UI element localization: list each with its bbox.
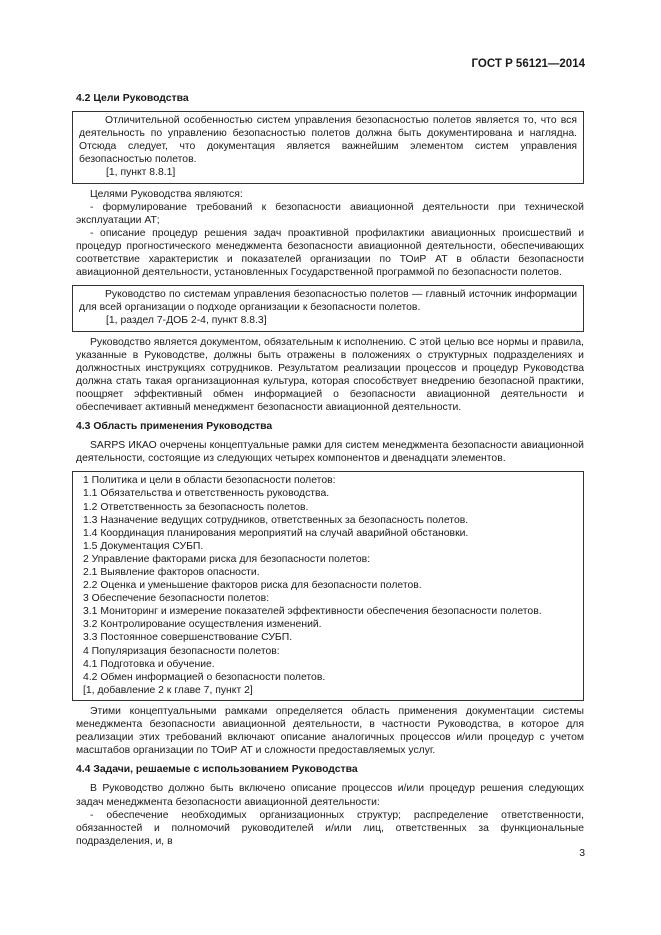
section-4-3-intro: SARPS ИКАО очерчены концептуальные рамки для систем менеджмента безопасности авиационной деятельности, состоящие из следующих четырех компонентов и двенадцати элементов. — [76, 440, 584, 465]
elements-list-box — [72, 471, 584, 701]
quote-box-2 — [72, 285, 584, 331]
quote-2-reference: [1, раздел 7-ДОБ 2-4, пункт 8.8.3] — [106, 315, 267, 327]
list-item: 4.1 Подготовка и обучение. — [83, 658, 215, 670]
list-item: 3.3 Постоянное совершенствование СУБП. — [83, 632, 293, 644]
quote-1-reference: [1, пункт 8.8.1] — [106, 167, 176, 179]
quote-2-text: Руководство по системам управления безопасностью полетов — главный источник информации для всей организации о подходе организации к безопасности полетов. — [79, 289, 577, 314]
page-content — [76, 92, 584, 848]
list-item: 4.2 Обмен информацией о безопасности полетов. — [83, 671, 326, 683]
goal-item-1: - формулирование требований к безопасности авиационной деятельности при технической эксплуатации АТ; — [76, 201, 584, 226]
goal-item-2: - описание процедур решения задач проактивной профилактики авиационных происшествий и процедур прогностического менеджмента безопасности авиационной деятельности, обеспечивающих соответствие характеристик и показателей организации по ТОиР АТ в области безопасности авиационной деятельности, установленных Государственной программой по безопасности полетов. — [76, 227, 584, 279]
task-item-1: - обеспечение необходимых организационных структур; распределение ответственности, обязанностей и полномочий руководителей и/или лиц, ответственных за функциональные подразделения, и, в — [76, 809, 584, 847]
list-item: 3 Обеспечение безопасности полетов: — [83, 593, 270, 605]
list-item: 4 Популяризация безопасности полетов: — [83, 645, 280, 657]
section-4-3-heading: 4.3 Область применения Руководства — [76, 421, 273, 433]
goals-intro: Целями Руководства являются: — [90, 188, 243, 200]
list-item: 3.1 Мониторинг и измерение показателей эффективности обеспечения безопасности полетов. — [83, 606, 542, 618]
section-4-4-intro: В Руководство должно быть включено описание процессов и/или процедур решения следующих задач менеджмента безопасности авиационной деятельности: — [76, 783, 584, 808]
list-item: 1.5 Документация СУБП. — [83, 540, 204, 552]
section-4-2-heading: 4.2 Цели Руководства — [76, 93, 189, 104]
section-4-2-paragraph: Руководство является документом, обязательным к исполнению. С этой целью все нормы и правила, указанные в Руководстве, должны быть отражены в положениях о структурных подразделениях и должностных инструкциях сотрудников. Результатом реализации процессов и процедур Руководства должна стать такая организационная культура, которая способствует внедрению безопасной практики, поощряет эффективный обмен информацией о безопасности авиационной деятельности и обеспечивает активный менеджмент безопасности авиационной деятельности. — [76, 336, 584, 413]
list-item: 2 Управление факторами риска для безопасности полетов: — [83, 553, 371, 565]
list-reference: [1, добавление 2 к главе 7, пункт 2] — [83, 684, 253, 696]
list-item: 1 Политика и цели в области безопасности полетов: — [83, 475, 336, 487]
quote-box-1 — [72, 111, 584, 183]
section-4-3-paragraph: Этими концептуальными рамками определяется область применения документации системы менеджмента безопасности авиационной деятельности, в частности Руководства, в которое для реализации этих требований включают описание аналогичных процессов и/или процедур с учетом масштабов организации по ТОиР АТ и сложности предоставляемых услуг. — [76, 705, 584, 757]
list-item: 1.3 Назначение ведущих сотрудников, ответственных за безопасность полетов. — [83, 514, 469, 526]
list-item: 3.2 Контролирование осуществления изменений. — [83, 619, 322, 631]
list-item: 2.1 Выявление факторов опасности. — [83, 567, 260, 578]
section-4-4-heading: 4.4 Задачи, решаемые с использованием Руководства — [76, 764, 358, 776]
page-number: 3 — [579, 848, 585, 859]
quote-1-text: Отличительной особенностью систем управления безопасностью полетов является то, что вся деятельность по управлению безопасностью полетов должна быть документирована и наглядна. Отсюда следует, что документация является важнейшим элементом систем управления безопасностью полетов. — [79, 115, 577, 166]
document-code: ГОСТ Р 56121—2014 — [471, 58, 585, 70]
list-item: 1.1 Обязательства и ответственность руководства. — [83, 488, 330, 500]
list-item: 1.2 Ответственность за безопасность полетов. — [83, 501, 309, 513]
list-item: 2.2 Оценка и уменьшение факторов риска для безопасности полетов. — [83, 580, 422, 592]
list-item: 1.4 Координация планирования мероприятий на случай аварийной обстановки. — [83, 527, 469, 539]
